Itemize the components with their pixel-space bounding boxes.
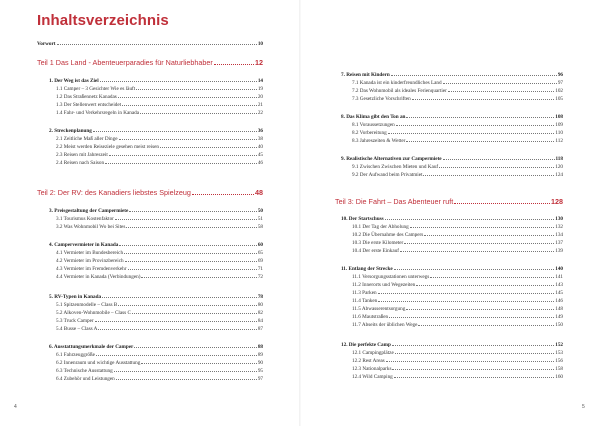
toc-page-number: 95	[257, 368, 263, 374]
toc-page-number: 134	[555, 232, 563, 238]
toc-entry-label: 10.1 Der Tag der Abholung	[352, 224, 409, 230]
toc-item[interactable]	[56, 216, 263, 223]
toc-part-3[interactable]	[335, 197, 563, 206]
toc-part-2[interactable]	[37, 188, 263, 197]
toc-chapter-5[interactable]	[49, 294, 263, 301]
toc-entry-label: 11.5 Abwasserentsorgung	[352, 306, 406, 312]
toc-entry-label: 5.4 Busse – Class A	[56, 326, 98, 332]
toc-item[interactable]	[56, 250, 263, 257]
dot-leader	[105, 163, 257, 164]
toc-chapter-1[interactable]	[49, 78, 263, 85]
toc-page-number: 141	[555, 274, 563, 280]
toc-entry-label: 10.3 Die erste Kilometer	[352, 240, 404, 246]
toc-entry-label: 1.2 Das Straßennetz Kanadas	[56, 94, 117, 100]
toc-item[interactable]	[56, 94, 263, 101]
dot-leader	[388, 133, 555, 134]
toc-page-number: 14	[257, 78, 263, 84]
toc-entry-label: 9.2 Der Aufwand beim Privatmiet	[352, 172, 423, 178]
dot-leader	[443, 159, 555, 160]
dot-leader	[118, 97, 257, 98]
toc-entry-label: 8.1 Voraussetzungen	[352, 122, 395, 128]
toc-entry-label: 8. Das Klima gibt den Ton an	[341, 114, 406, 120]
book-gutter	[299, 0, 301, 426]
toc-page-number: 124	[555, 172, 563, 178]
toc-entry-label: 5.1 Spitzenmodelle – Class B	[56, 302, 118, 308]
dot-leader	[389, 317, 554, 318]
toc-entry-label: 9.1 Zwischen Zwischen Mieten und Kauf	[352, 164, 439, 170]
dot-leader	[140, 113, 257, 114]
dot-leader	[115, 219, 257, 220]
toc-entry-label: 4. Campervermieter in Kanada	[49, 242, 119, 248]
dot-leader	[128, 269, 257, 270]
toc-item[interactable]	[352, 366, 563, 373]
toc-chapter-8[interactable]	[341, 114, 563, 121]
toc-item[interactable]	[56, 302, 263, 309]
toc-page-number: 139	[555, 248, 563, 254]
toc-page-number: 72	[257, 274, 263, 280]
toc-entry-label: 5.3 Truck Camper	[56, 318, 94, 324]
toc-entry-label: 6. Ausstattungsmerkmale der Camper	[49, 344, 134, 350]
toc-item[interactable]	[352, 322, 563, 329]
toc-item[interactable]	[352, 224, 563, 231]
toc-item[interactable]	[56, 144, 263, 151]
toc-page-number: 20	[257, 94, 263, 100]
toc-part-1[interactable]	[37, 58, 263, 67]
toc-page-number: 97	[257, 376, 263, 382]
dot-leader	[129, 211, 256, 212]
dot-leader	[424, 235, 554, 236]
toc-page-number: 150	[555, 322, 563, 328]
toc-page-number: 38	[257, 136, 263, 142]
toc-page-number: 102	[555, 88, 563, 94]
toc-entry-label: 11.4 Tanken	[352, 298, 378, 304]
dot-leader	[412, 99, 554, 100]
toc-entry-label: 7.2 Das Wohnmobil als ideales Ferienquartier	[352, 88, 447, 94]
dot-leader	[114, 371, 257, 372]
toc-page-number: 10	[257, 41, 263, 47]
toc-entry-label: 12.4 Wild Camping	[352, 374, 393, 380]
toc-entry-label: 12. Die perfekte Camp	[341, 342, 391, 348]
toc-item[interactable]	[352, 122, 563, 129]
toc-item[interactable]	[352, 374, 563, 381]
toc-page-number: 36	[257, 128, 263, 134]
toc-page-number: 87	[257, 326, 263, 332]
dot-leader	[95, 321, 257, 322]
dot-leader	[418, 325, 554, 326]
toc-item[interactable]	[56, 326, 263, 333]
toc-entry-label: 6.4 Zubehör und Leistungen	[56, 376, 115, 382]
toc-item[interactable]	[56, 86, 263, 93]
toc-entry-label: 4.3 Vermieter im Fremdenverkehr	[56, 266, 127, 272]
toc-item[interactable]	[56, 266, 263, 273]
toc-entry-label: 12.3 Nationalparks	[352, 366, 392, 372]
toc-item[interactable]	[56, 274, 263, 281]
toc-page-number: 48	[255, 188, 263, 197]
toc-entry-label: 11.3 Parken	[352, 290, 377, 296]
toc-page-number: 130	[555, 216, 563, 222]
dot-leader	[423, 175, 554, 176]
dot-leader	[119, 139, 257, 140]
toc-entry-label: 9. Realistische Alternativen zur Campermiete	[341, 156, 442, 162]
dot-leader	[96, 355, 257, 356]
toc-page-number: 108	[555, 114, 563, 120]
toc-item[interactable]	[352, 314, 563, 321]
dot-leader	[395, 353, 554, 354]
toc-item[interactable]	[352, 274, 563, 281]
toc-page-number: 96	[557, 72, 563, 78]
toc-item[interactable]	[352, 290, 563, 297]
toc-page-number: 78	[257, 294, 263, 300]
toc-page-number: 112	[555, 138, 563, 144]
toc-item[interactable]	[56, 136, 263, 143]
toc-page-number: 58	[257, 224, 263, 230]
dot-leader	[122, 105, 257, 106]
toc-item[interactable]	[352, 240, 563, 247]
dot-leader	[392, 369, 554, 370]
toc-page-number: 118	[555, 156, 563, 162]
toc-chapter-4[interactable]	[49, 242, 263, 249]
toc-item[interactable]	[352, 130, 563, 137]
toc-page-number: 84	[257, 318, 263, 324]
dot-leader	[410, 227, 554, 228]
toc-page-number: 19	[257, 86, 263, 92]
toc-page-number: 120	[555, 164, 563, 170]
toc-entry-label: 11. Entlang der Strecke	[341, 266, 393, 272]
toc-page-number: 60	[257, 242, 263, 248]
dot-leader	[406, 117, 554, 118]
toc-page-number: 89	[257, 352, 263, 358]
dot-leader	[192, 194, 254, 195]
toc-entry-label: 10.4 Der erste Einkauf	[352, 248, 399, 254]
toc-page-number: 153	[555, 350, 563, 356]
toc-page-number: 69	[257, 258, 263, 264]
toc-page-number: 12	[255, 58, 263, 67]
toc-page-number: 128	[551, 197, 563, 206]
toc-item[interactable]	[352, 172, 563, 179]
toc-item[interactable]	[352, 232, 563, 239]
toc-chapter-7[interactable]	[341, 72, 563, 79]
toc-entry-label: 12.1 Campingplätze	[352, 350, 394, 356]
toc-page-number: 45	[257, 152, 263, 158]
toc-chapter-3[interactable]	[49, 208, 263, 215]
dot-leader	[126, 227, 256, 228]
toc-entry-label: 6.3 Technische Ausstattung	[56, 368, 113, 374]
toc-page-number: 46	[257, 160, 263, 166]
toc-entry-label: 11.6 Mautstraßen	[352, 314, 389, 320]
toc-item[interactable]	[352, 282, 563, 289]
toc-entry-vorwort[interactable]	[37, 41, 263, 48]
toc-item[interactable]	[56, 368, 263, 375]
dot-leader	[116, 379, 257, 380]
dot-leader	[125, 261, 257, 262]
dot-leader	[57, 44, 257, 45]
toc-item[interactable]	[56, 376, 263, 383]
dot-leader	[404, 243, 554, 244]
toc-page-number: 51	[257, 216, 263, 222]
toc-chapter-6[interactable]	[49, 344, 263, 351]
dot-leader	[406, 309, 554, 310]
toc-item[interactable]	[56, 352, 263, 359]
page-number-right: 5	[582, 404, 585, 410]
toc-item[interactable]	[352, 298, 563, 305]
toc-entry-label: Teil 1 Das Land - Abenteuerparadies für Naturliebhaber	[37, 58, 213, 67]
toc-item[interactable]	[56, 160, 263, 167]
dot-leader	[134, 347, 256, 348]
toc-entry-label: 4.2 Vermieter im Provinzbereich	[56, 258, 124, 264]
toc-page-number: 109	[555, 122, 563, 128]
dot-leader	[448, 91, 554, 92]
toc-entry-label: 8.3 Jahreszeiten & Wetter	[352, 138, 406, 144]
toc-entry-label: 4.4 Vermieter in Kanada (Verbindungen)	[56, 274, 141, 280]
toc-item[interactable]	[352, 358, 563, 365]
toc-page-number: 22	[257, 110, 263, 116]
dot-leader	[385, 219, 555, 220]
toc-entry-label: 2. Streckenplanung	[49, 128, 92, 134]
toc-item[interactable]	[352, 80, 563, 87]
dot-leader	[102, 297, 257, 298]
dot-leader	[406, 141, 554, 142]
toc-item[interactable]	[56, 360, 263, 367]
toc-entry-label: 1. Der Weg ist das Ziel	[49, 78, 99, 84]
toc-entry-label: 2.1 Zeitliche Maß aller Dinge	[56, 136, 118, 142]
dot-leader	[119, 245, 256, 246]
dot-leader	[100, 81, 257, 82]
dot-leader	[141, 277, 256, 278]
dot-leader	[394, 269, 555, 270]
toc-page-number: 158	[555, 366, 563, 372]
dot-leader	[400, 251, 554, 252]
page-title: Inhaltsverzeichnis	[37, 12, 169, 29]
toc-page-number: 152	[555, 342, 563, 348]
toc-page-number: 80	[257, 302, 263, 308]
dot-leader	[93, 131, 257, 132]
toc-entry-label: 6.1 Fahrzeuggröße	[56, 352, 95, 358]
toc-item[interactable]	[352, 164, 563, 171]
toc-page-number: 110	[555, 130, 563, 136]
toc-page-number: 160	[555, 374, 563, 380]
dot-leader	[378, 301, 554, 302]
toc-item[interactable]	[56, 318, 263, 325]
dot-leader	[214, 64, 254, 65]
toc-page-number: 156	[555, 358, 563, 364]
toc-item[interactable]	[56, 102, 263, 109]
dot-leader	[98, 329, 256, 330]
toc-item[interactable]	[352, 88, 563, 95]
toc-entry-label: 7.1 Kanada ist ein kinderfreundliches Land	[352, 80, 442, 86]
toc-entry-label: 11.7 Abseits der üblichen Wege	[352, 322, 418, 328]
toc-entry-label: 5. RV-Typen in Kanada	[49, 294, 102, 300]
toc-entry-label: 11.2 Innerorts und Wegezeiten	[352, 282, 416, 288]
toc-page-number: 148	[555, 306, 563, 312]
toc-item[interactable]	[56, 310, 263, 317]
toc-entry-label: Teil 2: Der RV: des Kanadiers liebstes Spielzeug	[37, 188, 191, 197]
dot-leader	[391, 75, 557, 76]
dot-leader	[386, 361, 555, 362]
toc-page-number: 149	[555, 314, 563, 320]
toc-page-number: 146	[555, 298, 563, 304]
toc-item[interactable]	[56, 224, 263, 231]
toc-page-number: 90	[257, 360, 263, 366]
page-number-left: 4	[14, 404, 17, 410]
dot-leader	[141, 363, 257, 364]
toc-entry-label: 1.4 Fahr- und Verkehrsregeln in Kanada	[56, 110, 140, 116]
dot-leader	[439, 167, 554, 168]
dot-leader	[132, 313, 257, 314]
toc-entry-label: 1.1 Camper – 3 Gesichter Wie es läuft	[56, 86, 136, 92]
toc-entry-label: 10.2 Die Übernahme des Campers	[352, 232, 424, 238]
toc-chapter-2[interactable]	[49, 128, 263, 135]
toc-entry-label: 11.1 Versorgungsstationen unterwegs	[352, 274, 430, 280]
toc-page-number: 40	[257, 144, 263, 150]
toc-entry-label: 4.1 Vermieter im Bundesbereich	[56, 250, 124, 256]
toc-entry-label: 10. Der Startschuss	[341, 216, 384, 222]
toc-entry-label: 3.1 Tourismus Kostenfaktor	[56, 216, 114, 222]
toc-entry-label: 2.3 Reisen mit Jahreszeit	[56, 152, 108, 158]
toc-chapter-10[interactable]	[341, 216, 563, 223]
toc-entry-label: 1.3 Der Stellenwert entscheidet	[56, 102, 122, 108]
toc-page-number: 140	[555, 266, 563, 272]
dot-leader	[396, 125, 554, 126]
toc-page-number: 82	[257, 310, 263, 316]
toc-page-number: 137	[555, 240, 563, 246]
dot-leader	[118, 305, 257, 306]
toc-item[interactable]	[352, 248, 563, 255]
toc-chapter-11[interactable]	[341, 266, 563, 273]
toc-page-number: 132	[555, 224, 563, 230]
dot-leader	[378, 293, 555, 294]
toc-item[interactable]	[56, 110, 263, 117]
toc-entry-label: 2.2 Meist werden Reiseziele gesehen meist reisen	[56, 144, 159, 150]
toc-entry-label: 2.4 Reisen nach Saison	[56, 160, 105, 166]
toc-item[interactable]	[352, 306, 563, 313]
dot-leader	[394, 377, 554, 378]
dot-leader	[392, 345, 554, 346]
toc-page-number: 88	[257, 344, 263, 350]
toc-entry-label: Teil 3: Die Fahrt – Das Abenteuer ruft	[335, 197, 454, 206]
toc-entry-label: 3.2 Was Wohnmobil Wo bei Sites	[56, 224, 126, 230]
toc-entry-label: 8.2 Vorbereitung	[352, 130, 387, 136]
toc-page-number: 50	[257, 208, 263, 214]
toc-entry-label: Vorwort	[37, 41, 56, 47]
toc-page-number: 65	[257, 250, 263, 256]
dot-leader	[160, 147, 257, 148]
dot-leader	[443, 83, 557, 84]
toc-entry-label: 5.2 Alkoven-Wohnmobile – Class C	[56, 310, 131, 316]
dot-leader	[430, 277, 554, 278]
toc-entry-label: 3. Preisgestaltung der Campermiete	[49, 208, 129, 214]
toc-item[interactable]	[352, 350, 563, 357]
toc-entry-label: 7. Reisen mit Kindern	[341, 72, 390, 78]
toc-page-number: 105	[555, 96, 563, 102]
toc-page-number: 145	[555, 290, 563, 296]
dot-leader	[454, 203, 550, 204]
toc-page-number: 143	[555, 282, 563, 288]
dot-leader	[136, 89, 257, 90]
toc-page-number: 97	[557, 80, 563, 86]
toc-item[interactable]	[352, 96, 563, 103]
dot-leader	[109, 155, 257, 156]
toc-page-number: 71	[257, 266, 263, 272]
toc-item[interactable]	[352, 138, 563, 145]
toc-item[interactable]	[56, 152, 263, 159]
dot-leader	[416, 285, 554, 286]
toc-page-number: 21	[257, 102, 263, 108]
toc-entry-label: 6.2 Innenraum und wichtige Ausstattung	[56, 360, 141, 366]
dot-leader	[124, 253, 257, 254]
toc-chapter-9[interactable]	[341, 156, 563, 163]
toc-chapter-12[interactable]	[341, 342, 563, 349]
toc-entry-label: 7.3 Gesetzliche Vorschriften	[352, 96, 411, 102]
toc-entry-label: 12.2 Rest Areas	[352, 358, 385, 364]
toc-item[interactable]	[56, 258, 263, 265]
